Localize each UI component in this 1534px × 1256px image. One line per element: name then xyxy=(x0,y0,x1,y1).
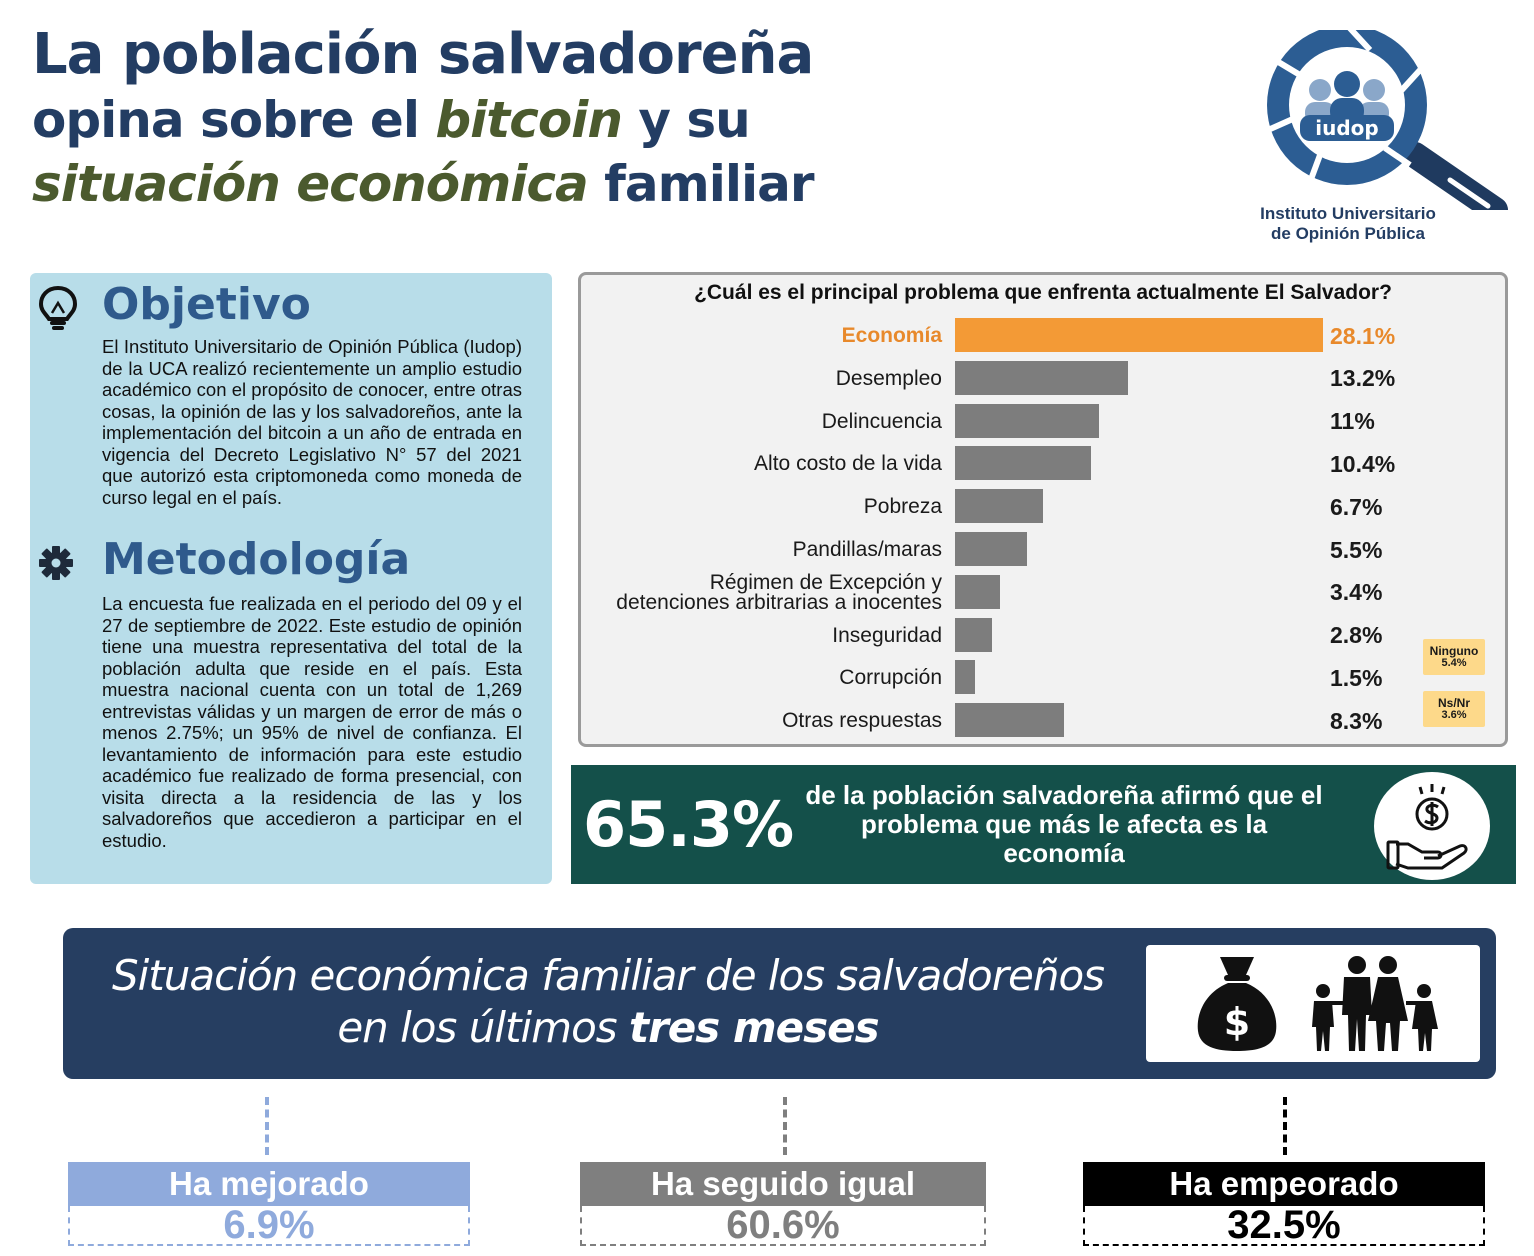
chart-row xyxy=(581,530,1505,570)
title-line-2 xyxy=(32,88,932,152)
value-label: 2.8% xyxy=(1330,622,1383,649)
chart-row xyxy=(581,402,1505,442)
value-label: 6.7% xyxy=(1330,493,1383,520)
option-label: Ha mejorado xyxy=(68,1162,470,1206)
logo-text: iudop xyxy=(1315,116,1379,140)
situacion-title-text: en los últimos xyxy=(337,1003,630,1052)
option-value: 6.9% xyxy=(68,1206,470,1246)
bar xyxy=(955,404,1099,438)
svg-text:$: $ xyxy=(1223,1000,1251,1044)
metodologia-title: Metodología xyxy=(102,534,411,585)
title-text: familiar xyxy=(587,155,814,213)
category-label: Desempleo xyxy=(835,366,942,390)
institution-name xyxy=(1250,204,1446,244)
situacion-title xyxy=(83,950,1133,1054)
bar xyxy=(955,618,992,652)
category-label: Régimen de Excepción y detenciones arbitrarias a inocentes xyxy=(616,570,942,614)
value-label: 13.2% xyxy=(1330,365,1396,392)
page-title xyxy=(32,22,932,216)
magnifier-logo-icon xyxy=(1250,30,1520,210)
category-label: Delincuencia xyxy=(821,409,942,433)
bar xyxy=(955,575,1000,609)
value-label: 28.1% xyxy=(1330,322,1396,349)
category-label: Economía xyxy=(841,324,942,347)
option-label: Ha seguido igual xyxy=(580,1162,986,1206)
gear-icon xyxy=(38,545,74,581)
chart-row xyxy=(581,359,1505,399)
option-label: Ha empeorado xyxy=(1083,1162,1485,1206)
problem-chart xyxy=(578,272,1508,747)
highlight-value: 65.3% xyxy=(583,788,794,861)
connector-line xyxy=(265,1097,269,1155)
chart-row xyxy=(581,487,1505,527)
bar xyxy=(955,489,1043,523)
connector-line xyxy=(783,1097,787,1155)
highlight-text: de la población salvadoreña afirmó que el problema que más le afecta es la economía xyxy=(805,780,1323,868)
title-line-3 xyxy=(32,152,932,216)
bar xyxy=(955,703,1064,737)
title-emphasis-situacion: situación económica xyxy=(32,155,588,213)
bar xyxy=(955,532,1027,566)
situacion-option xyxy=(68,1162,470,1246)
family-icon xyxy=(1310,955,1440,1053)
note-label: Ninguno xyxy=(1429,644,1479,658)
objetivo-text: El Instituto Universitario de Opinión Pública (Iudop) de la UCA realizó recientemente un amplio estudio académico con el propósito de conocer, entre otras cosas, la opinión de las y los salvadoreños, ante la implementación del bitcoin a un año de entrada en vigencia del Decreto Legislativo N° 57 del 2021 que autorizó esta criptomoneda como moneda de curso legal en el país. xyxy=(102,336,522,508)
highlight-banner xyxy=(571,765,1516,884)
chart-row xyxy=(581,658,1505,698)
situacion-title-line-2 xyxy=(83,1002,1133,1054)
money-bag-icon xyxy=(1194,953,1280,1053)
value-label: 11% xyxy=(1330,408,1375,435)
connector-line xyxy=(1283,1097,1287,1155)
note-value: 5.4% xyxy=(1441,657,1467,669)
iudop-logo xyxy=(1250,30,1520,245)
category-label: Pandillas/maras xyxy=(792,538,942,561)
bar xyxy=(955,318,1323,352)
situacion-option xyxy=(1083,1162,1485,1246)
category-label: Inseguridad xyxy=(832,623,942,647)
title-text: opina sobre el xyxy=(32,91,436,149)
hand-coin-icon xyxy=(1372,772,1492,880)
situacion-icon-box xyxy=(1146,945,1480,1062)
chart-row xyxy=(581,701,1505,741)
bar xyxy=(955,446,1091,480)
category-label: Otras respuestas xyxy=(782,709,942,733)
bar xyxy=(955,361,1128,395)
note-nsnr xyxy=(1423,691,1485,727)
institution-line-1: Instituto Universitario xyxy=(1260,204,1436,223)
option-value: 60.6% xyxy=(580,1206,986,1246)
value-label: 3.4% xyxy=(1330,579,1383,606)
situacion-title-emphasis: tres meses xyxy=(629,1003,879,1052)
lightbulb-icon xyxy=(38,285,78,331)
situacion-header xyxy=(63,928,1496,1079)
situacion-title-line-1: Situación económica familiar de los salvadoreños xyxy=(111,951,1105,1000)
value-label: 10.4% xyxy=(1330,450,1396,477)
chart-row xyxy=(581,316,1505,356)
value-label: 1.5% xyxy=(1330,664,1383,691)
title-line-1: La población salvadoreña xyxy=(32,22,814,87)
situacion-option xyxy=(580,1162,986,1246)
option-value: 32.5% xyxy=(1083,1206,1485,1246)
note-label: Ns/Nr xyxy=(1437,696,1470,710)
chart-row xyxy=(581,444,1505,484)
chart-title: ¿Cuál es el principal problema que enfrenta actualmente El Salvador? xyxy=(694,281,1392,304)
title-emphasis-bitcoin: bitcoin xyxy=(435,91,622,149)
note-value: 3.6% xyxy=(1441,709,1467,721)
institution-line-2: de Opinión Pública xyxy=(1271,224,1425,243)
category-label: Pobreza xyxy=(863,495,942,519)
chart-row xyxy=(581,616,1505,656)
chart-row xyxy=(581,570,1505,614)
value-label: 8.3% xyxy=(1330,707,1383,734)
bar xyxy=(955,660,975,694)
info-panel xyxy=(30,273,552,884)
category-label: Alto costo de la vida xyxy=(754,452,942,476)
title-text: y su xyxy=(621,91,750,149)
metodologia-text: La encuesta fue realizada en el periodo del 09 y el 27 de septiembre de 2022. Este estudio de opinión tiene una muestra representativa del total de la población adulta que reside en el país. Esta muestra nacional cuenta con un total de 1,269 entrevistas válidas y un margen de error de más o menos 2.75%; un 95% de nivel de confianza. El levantamiento de información para este estudio académico fue realizado de forma presencial, con visita directa a la residencia de las y los salvadoreños que accedieron a participar en el estudio. xyxy=(102,593,522,851)
value-label: 5.5% xyxy=(1330,536,1383,563)
note-ninguno xyxy=(1423,639,1485,675)
category-label: Corrupción xyxy=(839,666,942,690)
objetivo-title: Objetivo xyxy=(102,279,311,330)
